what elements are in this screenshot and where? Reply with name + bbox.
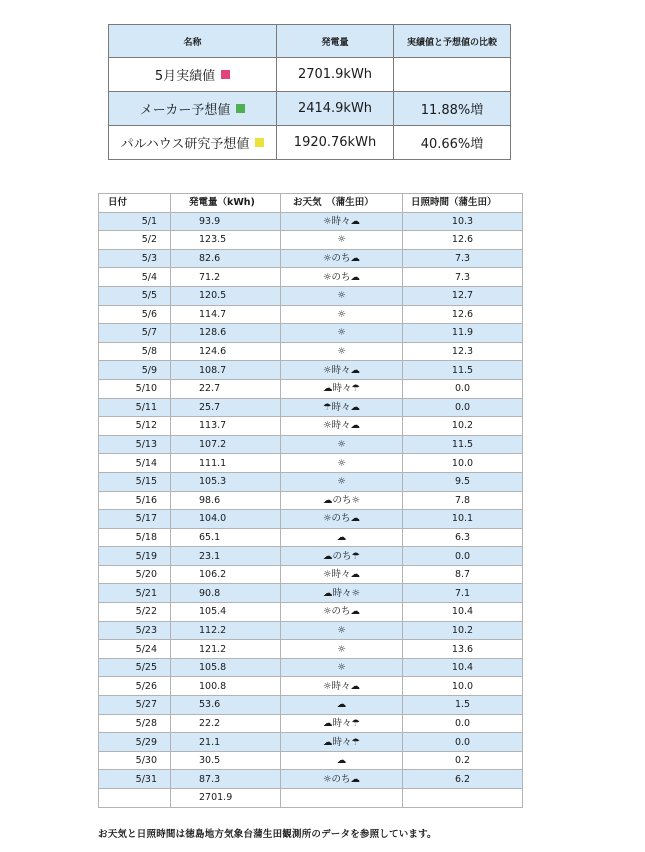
daily-sunshine: 12.6 xyxy=(403,305,523,324)
daily-header-row xyxy=(99,194,523,213)
daily-row xyxy=(99,454,523,473)
daily-generation: 53.6 xyxy=(171,696,281,715)
daily-row xyxy=(99,398,523,417)
daily-date: 5/17 xyxy=(99,510,171,529)
daily-sunshine: 12.7 xyxy=(403,286,523,305)
green-swatch-icon xyxy=(236,104,245,113)
daily-weather: ☁時々☼ xyxy=(281,584,403,603)
total-weather-cell xyxy=(281,789,403,808)
daily-date: 5/21 xyxy=(99,584,171,603)
daily-generation: 105.4 xyxy=(171,603,281,622)
daily-sunshine: 10.3 xyxy=(403,212,523,231)
daily-date: 5/3 xyxy=(99,249,171,268)
daily-row xyxy=(99,342,523,361)
daily-body xyxy=(99,212,523,788)
daily-sunshine: 13.6 xyxy=(403,640,523,659)
daily-total-row xyxy=(99,789,523,808)
daily-generation: 87.3 xyxy=(171,770,281,789)
daily-sunshine: 8.7 xyxy=(403,565,523,584)
daily-weather: ☂時々☁ xyxy=(281,398,403,417)
daily-row xyxy=(99,212,523,231)
daily-weather: ☼ xyxy=(281,286,403,305)
daily-weather: ☼ xyxy=(281,658,403,677)
daily-generation: 90.8 xyxy=(171,584,281,603)
daily-date: 5/1 xyxy=(99,212,171,231)
daily-date: 5/15 xyxy=(99,472,171,491)
daily-row xyxy=(99,640,523,659)
daily-sunshine: 11.9 xyxy=(403,324,523,343)
daily-row xyxy=(99,379,523,398)
daily-generation: 120.5 xyxy=(171,286,281,305)
summary-name: メーカー予想値 xyxy=(139,103,231,118)
daily-date: 5/5 xyxy=(99,286,171,305)
daily-row xyxy=(99,770,523,789)
summary-header-generation: 発電量 xyxy=(277,25,394,58)
total-sunshine-cell xyxy=(403,789,523,808)
daily-generation: 114.7 xyxy=(171,305,281,324)
daily-sunshine: 10.4 xyxy=(403,658,523,677)
daily-generation: 23.1 xyxy=(171,547,281,566)
summary-comparison: 11.88%増 xyxy=(394,92,511,126)
daily-sunshine: 11.5 xyxy=(403,361,523,380)
daily-date: 5/20 xyxy=(99,565,171,584)
daily-generation: 93.9 xyxy=(171,212,281,231)
daily-generation: 107.2 xyxy=(171,435,281,454)
daily-weather: ☁時々☂ xyxy=(281,714,403,733)
daily-row xyxy=(99,621,523,640)
daily-weather: ☁時々☂ xyxy=(281,733,403,752)
summary-header-comparison: 実績値と予想値の比較 xyxy=(394,25,511,58)
daily-generation: 21.1 xyxy=(171,733,281,752)
daily-date: 5/23 xyxy=(99,621,171,640)
daily-weather: ☼ xyxy=(281,640,403,659)
daily-weather: ☼時々☁ xyxy=(281,361,403,380)
daily-sunshine: 0.0 xyxy=(403,398,523,417)
daily-weather: ☼のち☁ xyxy=(281,770,403,789)
summary-comparison: 40.66%増 xyxy=(394,126,511,160)
daily-date: 5/2 xyxy=(99,231,171,250)
summary-value: 2414.9kWh xyxy=(277,92,394,126)
daily-date: 5/30 xyxy=(99,751,171,770)
summary-header-row xyxy=(109,25,511,58)
daily-generation: 98.6 xyxy=(171,491,281,510)
daily-date: 5/9 xyxy=(99,361,171,380)
daily-date: 5/26 xyxy=(99,677,171,696)
daily-row xyxy=(99,528,523,547)
daily-sunshine: 7.1 xyxy=(403,584,523,603)
summary-row-maker xyxy=(109,92,511,126)
daily-weather: ☼時々☁ xyxy=(281,212,403,231)
daily-weather: ☼のち☁ xyxy=(281,249,403,268)
daily-weather: ☼ xyxy=(281,454,403,473)
daily-generation: 106.2 xyxy=(171,565,281,584)
daily-sunshine: 1.5 xyxy=(403,696,523,715)
daily-date: 5/12 xyxy=(99,417,171,436)
daily-date: 5/7 xyxy=(99,324,171,343)
daily-generation: 105.3 xyxy=(171,472,281,491)
daily-sunshine: 7.3 xyxy=(403,249,523,268)
daily-header-sunshine: 日照時間（蒲生田） xyxy=(403,194,523,213)
daily-generation: 65.1 xyxy=(171,528,281,547)
daily-sunshine: 10.2 xyxy=(403,417,523,436)
daily-weather: ☁のち☼ xyxy=(281,491,403,510)
daily-weather: ☁ xyxy=(281,751,403,770)
daily-row xyxy=(99,714,523,733)
total-generation: 2701.9 xyxy=(171,789,281,808)
daily-weather: ☼ xyxy=(281,324,403,343)
daily-weather: ☼ xyxy=(281,342,403,361)
daily-sunshine: 12.6 xyxy=(403,231,523,250)
daily-sunshine: 0.0 xyxy=(403,547,523,566)
daily-date: 5/4 xyxy=(99,268,171,287)
daily-row xyxy=(99,231,523,250)
daily-weather: ☼のち☁ xyxy=(281,268,403,287)
daily-row xyxy=(99,603,523,622)
daily-generation: 123.5 xyxy=(171,231,281,250)
daily-date: 5/13 xyxy=(99,435,171,454)
daily-sunshine: 10.2 xyxy=(403,621,523,640)
daily-header-date: 日付 xyxy=(99,194,171,213)
daily-generation: 121.2 xyxy=(171,640,281,659)
daily-row xyxy=(99,268,523,287)
daily-generation: 108.7 xyxy=(171,361,281,380)
total-label-cell xyxy=(99,789,171,808)
daily-date: 5/25 xyxy=(99,658,171,677)
daily-sunshine: 0.2 xyxy=(403,751,523,770)
daily-weather: ☁時々☂ xyxy=(281,379,403,398)
daily-generation: 112.2 xyxy=(171,621,281,640)
daily-date: 5/16 xyxy=(99,491,171,510)
daily-weather: ☼ xyxy=(281,231,403,250)
daily-date: 5/24 xyxy=(99,640,171,659)
yellow-swatch-icon xyxy=(255,138,264,147)
daily-generation-table xyxy=(98,193,523,808)
daily-row xyxy=(99,286,523,305)
daily-weather: ☼ xyxy=(281,621,403,640)
daily-sunshine: 7.8 xyxy=(403,491,523,510)
summary-row-actual xyxy=(109,58,511,92)
daily-row xyxy=(99,417,523,436)
daily-date: 5/18 xyxy=(99,528,171,547)
daily-sunshine: 10.1 xyxy=(403,510,523,529)
summary-name: 5月実績値 xyxy=(154,69,216,84)
daily-date: 5/31 xyxy=(99,770,171,789)
daily-date: 5/11 xyxy=(99,398,171,417)
daily-weather: ☼時々☁ xyxy=(281,417,403,436)
daily-row xyxy=(99,435,523,454)
daily-date: 5/22 xyxy=(99,603,171,622)
daily-row xyxy=(99,751,523,770)
daily-date: 5/8 xyxy=(99,342,171,361)
daily-row xyxy=(99,677,523,696)
daily-sunshine: 7.3 xyxy=(403,268,523,287)
daily-sunshine: 0.0 xyxy=(403,379,523,398)
daily-weather: ☼ xyxy=(281,472,403,491)
daily-header-generation: 発電量（kWh) xyxy=(171,194,281,213)
daily-generation: 22.2 xyxy=(171,714,281,733)
daily-date: 5/28 xyxy=(99,714,171,733)
daily-sunshine: 6.2 xyxy=(403,770,523,789)
summary-value: 2701.9kWh xyxy=(277,58,394,92)
daily-weather: ☼のち☁ xyxy=(281,603,403,622)
daily-generation: 104.0 xyxy=(171,510,281,529)
summary-header-name: 名称 xyxy=(109,25,277,58)
daily-date: 5/27 xyxy=(99,696,171,715)
daily-sunshine: 0.0 xyxy=(403,714,523,733)
daily-row xyxy=(99,658,523,677)
daily-sunshine: 10.4 xyxy=(403,603,523,622)
summary-name: パルハウス研究予想値 xyxy=(120,137,250,152)
daily-weather: ☼時々☁ xyxy=(281,677,403,696)
daily-sunshine: 6.3 xyxy=(403,528,523,547)
daily-row xyxy=(99,510,523,529)
daily-row xyxy=(99,305,523,324)
daily-row xyxy=(99,491,523,510)
daily-generation: 111.1 xyxy=(171,454,281,473)
daily-row xyxy=(99,696,523,715)
summary-name-cell xyxy=(109,92,277,126)
summary-name-cell xyxy=(109,126,277,160)
summary-row-palhouse xyxy=(109,126,511,160)
daily-date: 5/29 xyxy=(99,733,171,752)
daily-sunshine: 10.0 xyxy=(403,454,523,473)
daily-weather: ☼ xyxy=(281,435,403,454)
summary-comparison xyxy=(394,58,511,92)
daily-row xyxy=(99,361,523,380)
daily-date: 5/10 xyxy=(99,379,171,398)
pink-swatch-icon xyxy=(221,70,230,79)
daily-sunshine: 10.0 xyxy=(403,677,523,696)
daily-generation: 82.6 xyxy=(171,249,281,268)
daily-generation: 113.7 xyxy=(171,417,281,436)
daily-weather: ☼時々☁ xyxy=(281,565,403,584)
daily-generation: 71.2 xyxy=(171,268,281,287)
daily-generation: 22.7 xyxy=(171,379,281,398)
daily-sunshine: 9.5 xyxy=(403,472,523,491)
daily-row xyxy=(99,472,523,491)
daily-row xyxy=(99,733,523,752)
daily-date: 5/6 xyxy=(99,305,171,324)
daily-weather: ☼ xyxy=(281,305,403,324)
daily-date: 5/14 xyxy=(99,454,171,473)
daily-generation: 100.8 xyxy=(171,677,281,696)
summary-table xyxy=(108,24,511,160)
daily-row xyxy=(99,249,523,268)
daily-generation: 25.7 xyxy=(171,398,281,417)
daily-weather: ☁のち☂ xyxy=(281,547,403,566)
daily-weather: ☼のち☁ xyxy=(281,510,403,529)
daily-weather: ☁ xyxy=(281,528,403,547)
footnote: お天気と日照時間は徳島地方気象台蒲生田観測所のデータを参照しています。 xyxy=(98,829,437,840)
daily-sunshine: 12.3 xyxy=(403,342,523,361)
daily-row xyxy=(99,584,523,603)
daily-generation: 30.5 xyxy=(171,751,281,770)
summary-value: 1920.76kWh xyxy=(277,126,394,160)
daily-sunshine: 0.0 xyxy=(403,733,523,752)
daily-header-weather: お天気 （蒲生田） xyxy=(281,194,403,213)
daily-row xyxy=(99,565,523,584)
daily-generation: 128.6 xyxy=(171,324,281,343)
summary-name-cell xyxy=(109,58,277,92)
daily-row xyxy=(99,547,523,566)
daily-date: 5/19 xyxy=(99,547,171,566)
daily-row xyxy=(99,324,523,343)
daily-generation: 124.6 xyxy=(171,342,281,361)
daily-generation: 105.8 xyxy=(171,658,281,677)
daily-sunshine: 11.5 xyxy=(403,435,523,454)
daily-weather: ☁ xyxy=(281,696,403,715)
